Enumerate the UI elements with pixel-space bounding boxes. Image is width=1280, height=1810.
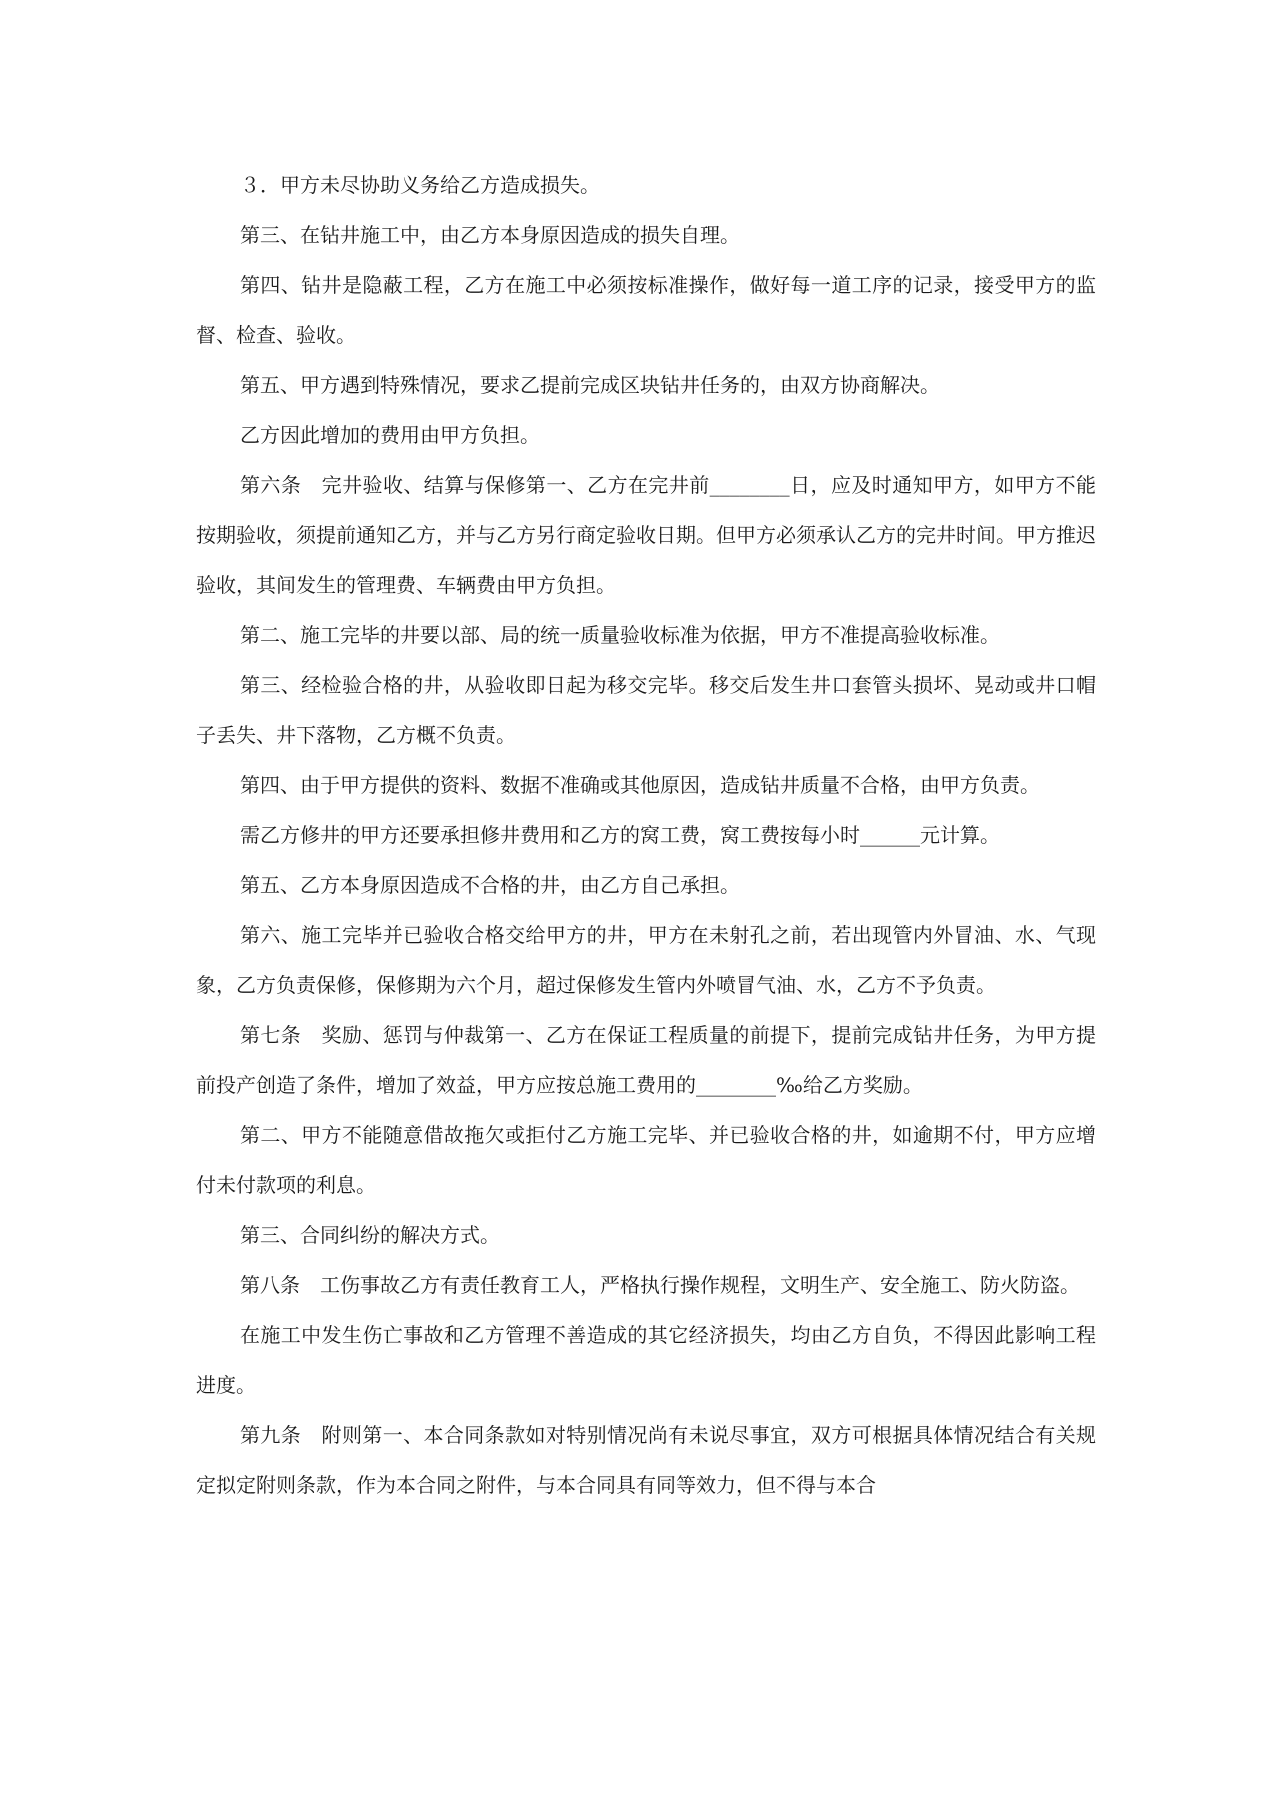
paragraph: 第三、经检验合格的井，从验收即日起为移交完毕。移交后发生井口套管头损坏、晃动或井口帽子丢失、井下落物，乙方概不负责。: [196, 673, 1096, 747]
paragraph: 第五、甲方遇到特殊情况，要求乙提前完成区块钻井任务的，由双方协商解决。: [240, 373, 940, 397]
paragraph: 第五、乙方本身原因造成不合格的井，由乙方自己承担。: [240, 873, 740, 897]
paragraph: 第四、由于甲方提供的资料、数据不准确或其他原因，造成钻井质量不合格，由甲方负责。: [240, 773, 1040, 797]
paragraph: 第二、施工完毕的井要以部、局的统一质量验收标准为依据，甲方不准提高验收标准。: [240, 623, 1000, 647]
document-body: [196, 160, 1096, 1510]
paragraph: 第九条 附则第一、本合同条款如对特别情况尚有未说尽事宜，双方可根据具体情况结合有关规定拟定附则条款，作为本合同之附件，与本合同具有同等效力，但不得与本合: [196, 1423, 1096, 1497]
paragraph: 第三、在钻井施工中，由乙方本身原因造成的损失自理。: [240, 223, 740, 247]
paragraph: 第二、甲方不能随意借故拖欠或拒付乙方施工完毕、并已验收合格的井，如逾期不付，甲方应增付未付款项的利息。: [196, 1123, 1096, 1197]
paragraph: 第七条 奖励、惩罚与仲裁第一、乙方在保证工程质量的前提下，提前完成钻井任务，为甲方提前投产创造了条件，增加了效益，甲方应按总施工费用的________‰给乙方奖励。: [196, 1023, 1096, 1097]
paragraph: ３．甲方未尽协助义务给乙方造成损失。: [240, 173, 600, 197]
paragraph: 乙方因此增加的费用由甲方负担。: [240, 423, 540, 447]
paragraph: 第四、钻井是隐蔽工程，乙方在施工中必须按标准操作，做好每一道工序的记录，接受甲方的监督、检查、验收。: [196, 273, 1096, 347]
paragraph: 在施工中发生伤亡事故和乙方管理不善造成的其它经济损失，均由乙方自负，不得因此影响工程进度。: [196, 1323, 1096, 1397]
paragraph: 第六、施工完毕并已验收合格交给甲方的井，甲方在未射孔之前，若出现管内外冒油、水、气现象，乙方负责保修，保修期为六个月，超过保修发生管内外喷冒气油、水，乙方不予负责。: [196, 923, 1096, 997]
paragraph: 第六条 完井验收、结算与保修第一、乙方在完井前________日，应及时通知甲方，如甲方不能按期验收，须提前通知乙方，并与乙方另行商定验收日期。但甲方必须承认乙方的完井时间。甲方推迟验收，其间发生的管理费、车辆费由甲方负担。: [196, 473, 1096, 597]
paragraph: 需乙方修井的甲方还要承担修井费用和乙方的窝工费，窝工费按每小时______元计算。: [240, 823, 1000, 847]
paragraph: 第八条 工伤事故乙方有责任教育工人，严格执行操作规程，文明生产、安全施工、防火防盗。: [240, 1273, 1080, 1297]
paragraph: 第三、合同纠纷的解决方式。: [240, 1223, 500, 1247]
